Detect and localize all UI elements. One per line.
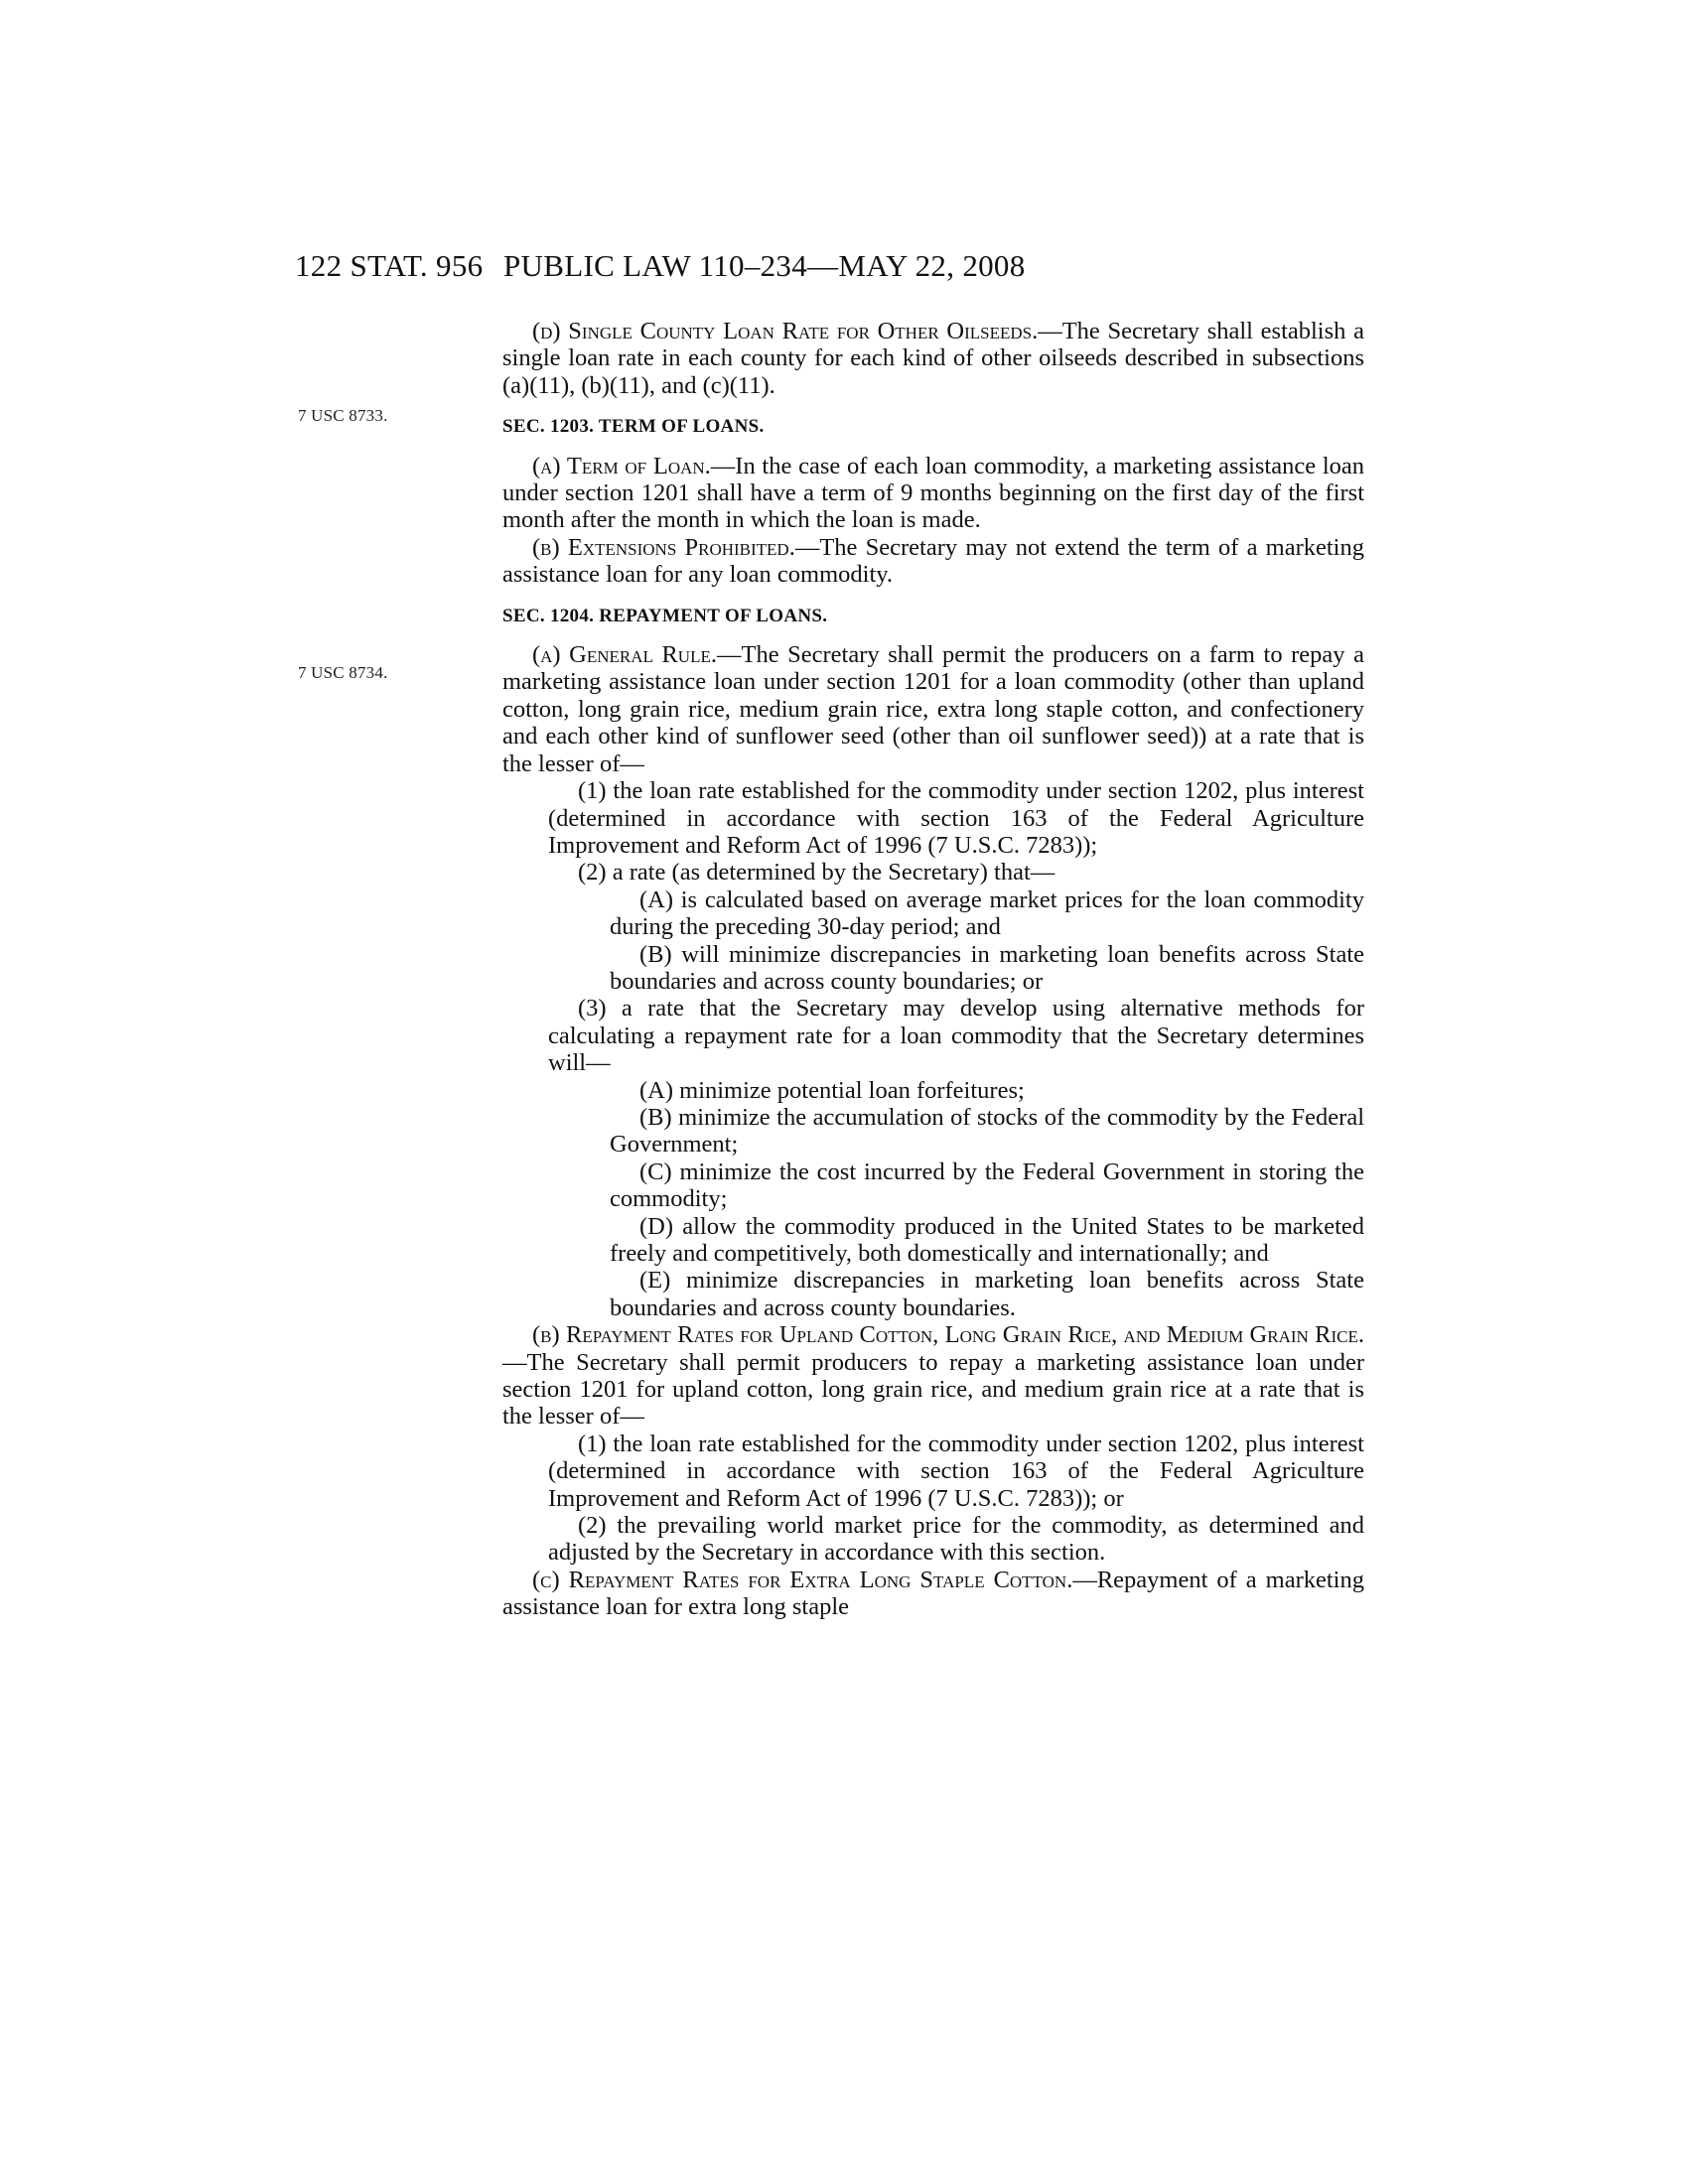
subparagraph-a3B: (B) minimize the accumulation of stocks of the commodity by the Federal Government; — [610, 1103, 1364, 1159]
subparagraph-a3A: (A) minimize potential loan forfeitures; — [639, 1076, 1025, 1104]
sec1204-subsection-a — [502, 641, 1364, 777]
subsection-heading: (a) General Rule. — [532, 641, 717, 669]
subparagraph-a3D: (D) allow the commodity produced in the United States to be marketed freely and competitively, both domestically and internationally; and — [610, 1212, 1364, 1267]
subsection-heading: (d) Single County Loan Rate for Other Oilseeds. — [532, 318, 1039, 344]
subsection-text: —The Secretary shall permit producers to repay a marketing assistance loan under section 1201 for upland cotton, long grain rice, and medium grain rice at a rate that is the lesser of— — [502, 1348, 1364, 1431]
subsection-text: —Repayment of a marketing assistance loan for extra long staple — [502, 1566, 1364, 1621]
paragraph-b1: (1) the loan rate established for the commodity under section 1202, plus interest (determined in accordance with section 163 of the Federal Agriculture Improvement and Reform Act of 1996 (7 U.S.C. 7283)); or — [548, 1430, 1364, 1512]
margin-note-usc-8734: 7 USC 8734. — [298, 663, 388, 682]
paragraph-a2: (2) a rate (as determined by the Secretary) that— — [578, 859, 1055, 887]
subparagraph-a2A: (A) is calculated based on average market prices for the loan commodity during the preceding 30-day period; and — [610, 886, 1364, 941]
subsection-text: —In the case of each loan commodity, a marketing assistance loan under section 1201 shall have a term of 9 months beginning on the first day of the first month after the month in which the loan is made. — [502, 452, 1364, 534]
subsection-heading: (a) Term of Loan. — [532, 452, 711, 479]
sec1204-subsection-b — [502, 1321, 1364, 1431]
subsection-text: —The Secretary may not extend the term of a marketing assistance loan for any loan commodity. — [502, 533, 1364, 589]
document-body — [502, 318, 1364, 1621]
statute-page-reference: 122 STAT. 956 — [295, 248, 484, 283]
subsection-heading: (b) Extensions Prohibited. — [532, 533, 795, 561]
subsection-text: —The Secretary shall permit the producers on a farm to repay a marketing assistance loan under section 1201 for a loan commodity (other than upland cotton, long grain rice, medium grain rice, extra long staple cotton, and confectionery and each other kind of sunflower seed (other than oil sunflower seed)) at a rate that is the lesser of— — [502, 641, 1364, 777]
subsection-heading: (b) Repayment Rates for Upland Cotton, Long Grain Rice, and Medium Grain Rice. — [532, 1321, 1364, 1349]
subsection-heading: (c) Repayment Rates for Extra Long Staple Cotton. — [532, 1566, 1073, 1593]
sec1203-subsection-a — [502, 453, 1364, 534]
paragraph-a3: (3) a rate that the Secretary may develop using alternative methods for calculating a repayment rate for a loan commodity that the Secretary determines will— — [548, 995, 1364, 1077]
section-1204-heading: SEC. 1204. REPAYMENT OF LOANS. — [502, 605, 828, 626]
page-header — [0, 248, 1688, 288]
paragraph-b2: (2) the prevailing world market price for the commodity, as determined and adjusted by the Secretary in accordance with this section. — [548, 1512, 1364, 1567]
paragraph-a1: (1) the loan rate established for the commodity under section 1202, plus interest (determined in accordance with section 163 of the Federal Agriculture Improvement and Reform Act of 1996 (7 U.S.C. 7283)); — [548, 777, 1364, 859]
sec1204-subsection-c — [502, 1567, 1364, 1621]
subparagraph-a2B: (B) will minimize discrepancies in marketing loan benefits across State boundaries and across county boundaries; or — [610, 940, 1364, 995]
margin-note-usc-8733: 7 USC 8733. — [298, 406, 388, 425]
subsection-d — [502, 318, 1364, 399]
section-1203-heading: SEC. 1203. TERM OF LOANS. — [502, 416, 765, 438]
subsection-text: —The Secretary shall establish a single loan rate in each county for each kind of other oilseeds described in subsections (a)(11), (b)(11), and (c)(11). — [502, 318, 1364, 399]
subparagraph-a3E: (E) minimize discrepancies in marketing loan benefits across State boundaries and across county boundaries. — [610, 1267, 1364, 1321]
subparagraph-a3C: (C) minimize the cost incurred by the Federal Government in storing the commodity; — [610, 1158, 1364, 1213]
sec1203-subsection-b — [502, 534, 1364, 589]
running-head-title: PUBLIC LAW 110–234—MAY 22, 2008 — [503, 248, 1026, 283]
